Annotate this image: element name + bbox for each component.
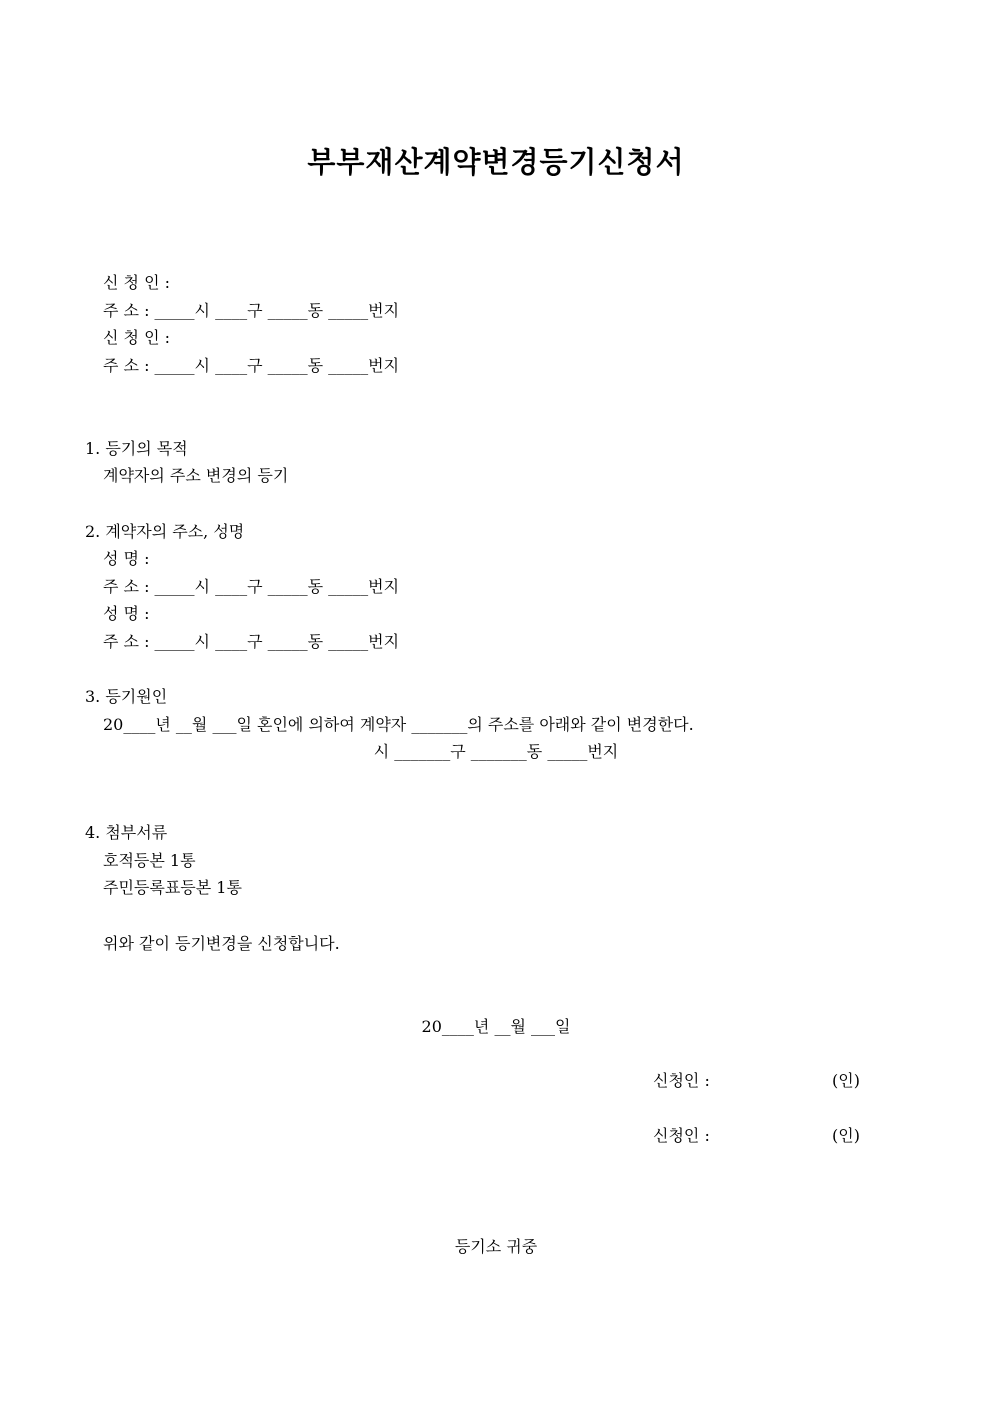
contractor-2-name: 성 명 : xyxy=(103,604,150,623)
section-contractor-heading: 2. 계약자의 주소, 성명 xyxy=(85,522,245,541)
contractor-1-name: 성 명 : xyxy=(103,549,150,568)
section-cause-body: 20____년 __월 ___일 혼인에 의하여 계약자 _______의 주소를 아래와 같이 변경한다. xyxy=(103,715,694,734)
signature-1-seal: (인) xyxy=(832,1071,860,1090)
document-title: 부부재산계약변경등기신청서 xyxy=(307,145,685,179)
date-line: 20____년 __월 ___일 xyxy=(421,1017,571,1036)
contractor-1-address: 주 소 : _____시 ____구 _____동 _____번지 xyxy=(103,577,400,596)
addressee: 등기소 귀중 xyxy=(454,1237,538,1256)
section-purpose-body: 계약자의 주소 변경의 등기 xyxy=(103,466,289,485)
section-cause-heading: 3. 등기원인 xyxy=(85,687,168,706)
request-statement: 위와 같이 등기변경을 신청합니다. xyxy=(103,934,340,953)
signature-1-label: 신청인 : xyxy=(653,1071,710,1090)
signature-2-seal: (인) xyxy=(832,1126,860,1145)
contractor-2-address: 주 소 : _____시 ____구 _____동 _____번지 xyxy=(103,632,400,651)
section-purpose-heading: 1. 등기의 목적 xyxy=(85,439,188,458)
applicant-2-address: 주 소 : _____시 ____구 _____동 _____번지 xyxy=(103,356,400,375)
attachment-item: 호적등본 1통 xyxy=(103,851,196,870)
attachment-item: 주민등록표등본 1통 xyxy=(103,878,242,897)
section-attachments-heading: 4. 첨부서류 xyxy=(85,823,168,842)
signature-2-label: 신청인 : xyxy=(653,1126,710,1145)
applicant-1-label: 신 청 인 : xyxy=(103,273,171,292)
applicant-1-address: 주 소 : _____시 ____구 _____동 _____번지 xyxy=(103,301,400,320)
applicant-2-label: 신 청 인 : xyxy=(103,328,171,347)
section-cause-address: 시 _______구 _______동 _____번지 xyxy=(373,742,619,761)
